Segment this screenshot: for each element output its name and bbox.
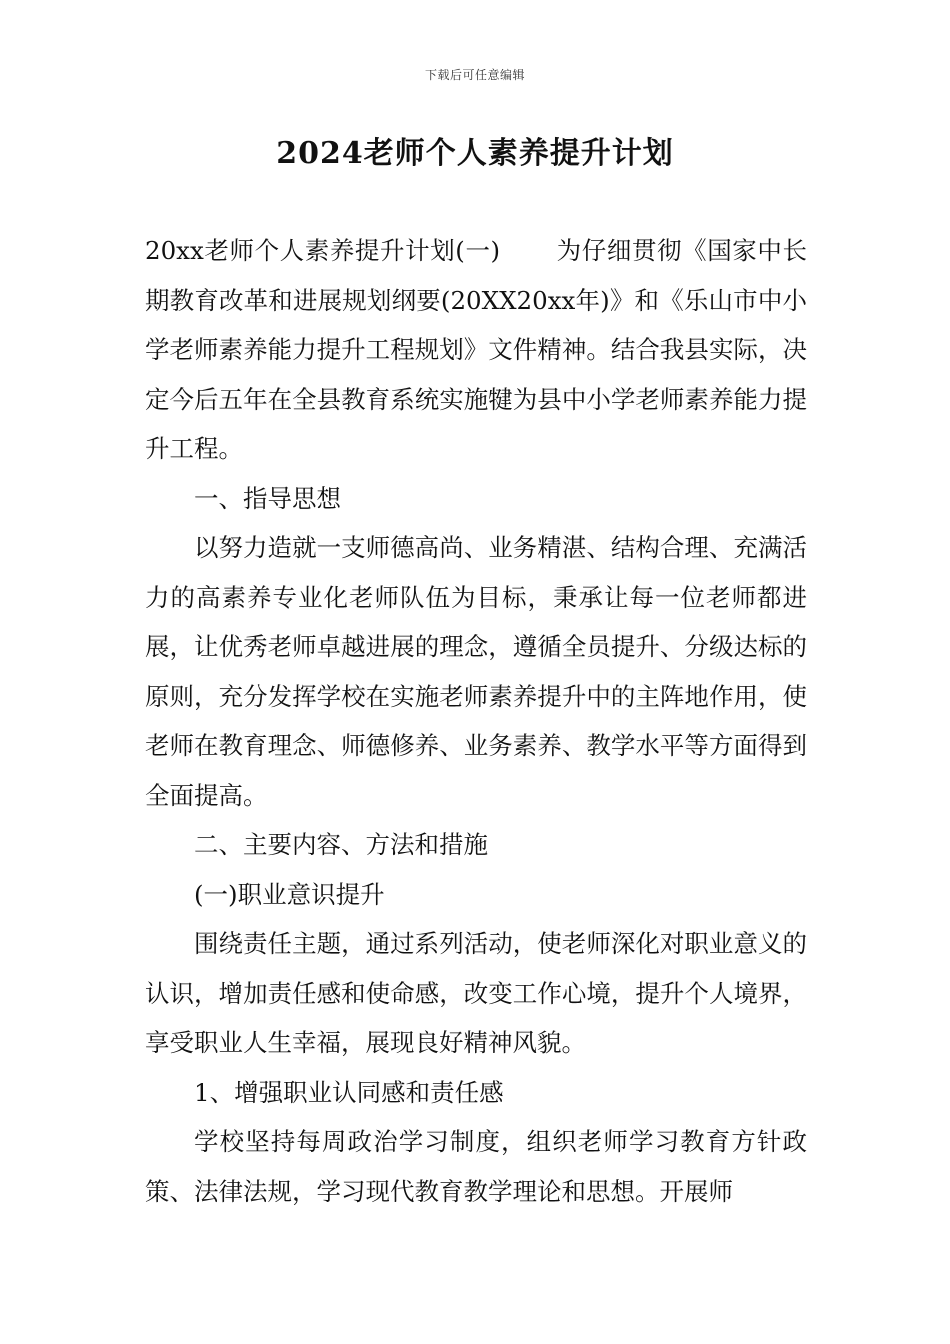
intro-heading: 20xx老师个人素养提升计划(一) bbox=[145, 236, 501, 265]
paragraph-career-awareness: 围绕责任主题，通过系列活动，使老师深化对职业意义的认识，增加责任感和使命感，改变工作心境，提升个人境界，享受职业人生幸福，展现良好精神风貌。 bbox=[145, 929, 807, 1057]
subsection-heading-1: (一)职业意识提升 bbox=[194, 879, 385, 909]
paragraph-intro bbox=[145, 226, 807, 474]
document-body bbox=[145, 226, 807, 1216]
header-note: 下载后可任意编辑 bbox=[424, 68, 525, 82]
section-heading-2: 二、主要内容、方法和措施 bbox=[194, 830, 488, 859]
paragraph-weekly-study: 学校坚持每周政治学习制度，组织老师学习教育方针政策、法律法规，学习现代教育教学理论和思想。开展师 bbox=[145, 1127, 807, 1206]
section-heading-1: 一、指导思想 bbox=[194, 483, 341, 513]
item-heading-1: 1、增强职业认同感和责任感 bbox=[194, 1077, 504, 1107]
intro-text: 为仔细贯彻《国家中长期教育改革和进展规划纲要(20XX20xx年)》和《乐山市中小学老师素养能力提升工程规划》文件精神。结合我县实际，决定今后五年在全县教育系统实施犍为县中小学老师素养能力提升工程。 bbox=[145, 236, 807, 463]
paragraph-guiding-idea: 以努力造就一支师德高尚、业务精湛、结构合理、充满活力的高素养专业化老师队伍为目标，秉承让每一位老师都进展，让优秀老师卓越进展的理念，遵循全员提升、分级达标的原则，充分发挥学校在实施老师素养提升中的主阵地作用，使老师在教育理念、师德修养、业务素养、教学水平等方面得到全面提高。 bbox=[145, 533, 807, 810]
page-title: 2024老师个人素养提升计划 bbox=[276, 136, 674, 171]
